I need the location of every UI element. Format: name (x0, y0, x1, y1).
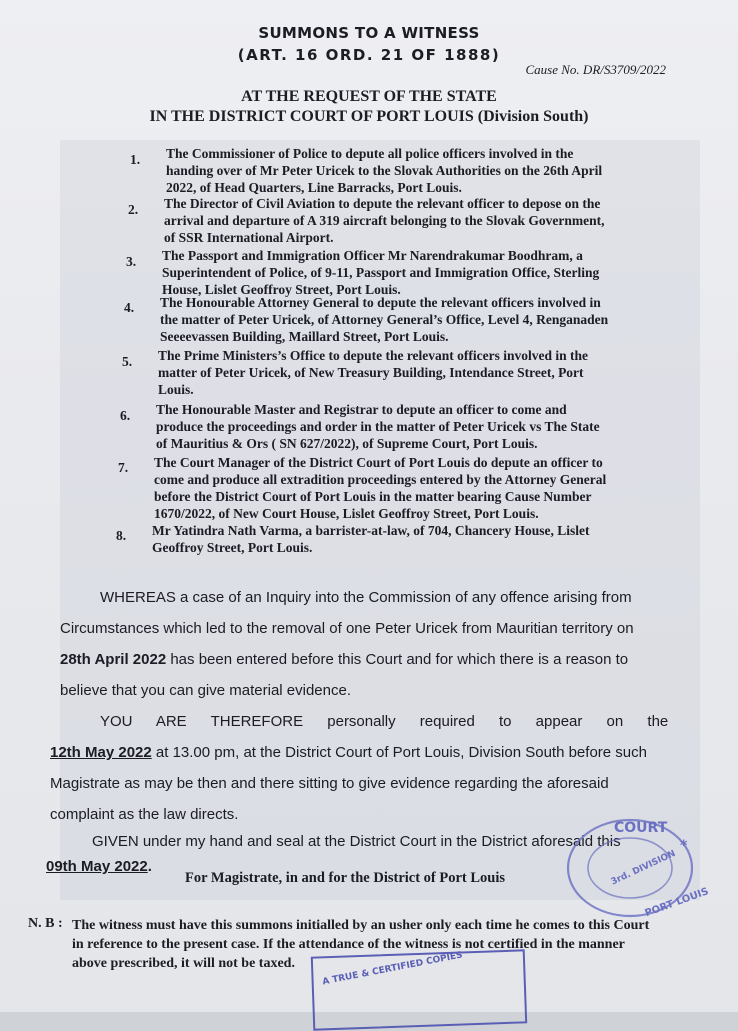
certified-copy-stamp: A TRUE & CERTIFIED COPIES (311, 949, 527, 1030)
witness-item: The Director of Civil Aviation to depute the relevant officer to depose on the arrival and departure of A 319 aircraft belonging to the Slovak Government, of SSR International Airport. (164, 196, 605, 245)
witness-number: 5. (122, 354, 133, 369)
svg-text:PORT LOUIS: PORT LOUIS (643, 886, 711, 920)
witness-number: 4. (124, 300, 135, 315)
request-heading: AT THE REQUEST OF THE STATE (241, 88, 497, 105)
witness-number: 8. (116, 528, 127, 543)
witness-number: 3. (126, 254, 137, 269)
witness-item: The Commissioner of Police to depute all police officers involved in the handing over of Mr Peter Uricek to the Slovak Authorities on the 26th April 2022, of Head Quarters, Line Barracks, Port Louis. (166, 146, 603, 195)
svg-text:*: * (680, 838, 688, 854)
given-paragraph: GIVEN under my hand and seal at the District Court in the District aforesaid this 09th May 2022. (46, 833, 621, 875)
witness-number: 6. (120, 408, 131, 423)
given-date: 09th May 2022 (46, 858, 148, 875)
nb-note: The witness must have this summons initialled by an usher only each time he comes to this Court in reference to the present case. If the attendance of the witness is not certified in the manner above prescribed, it will not be taxed. (72, 918, 650, 971)
witness-item: The Court Manager of the District Court of Port Louis do depute an officer to come and produce all extradition proceedings entered by the Attorney General before the District Court of Port Louis in the matter bearing Cause Number 1670/2022, of New Court House, Lislet Geoffroy Street, Port Louis. (154, 455, 607, 521)
incident-date: 28th April 2022 (60, 651, 167, 668)
court-heading: IN THE DISTRICT COURT OF PORT LOUIS (Division South) (149, 108, 589, 125)
witness-item: The Passport and Immigration Officer Mr Narendrakumar Boodhram, a Superintendent of Police, of 9-11, Passport and Immigration Office, Sterling House, Lislet Geoffroy Street, Port Louis. (162, 248, 600, 297)
magistrate-signature-line: For Magistrate, in and for the District of Port Louis (185, 870, 506, 886)
svg-text:COURT: COURT (614, 820, 668, 836)
witness-number: 2. (128, 202, 139, 217)
document-subtitle: (ART. 16 ORD. 21 OF 1888) (237, 46, 501, 64)
nb-label: N. B : (28, 916, 63, 931)
witness-number: 7. (118, 460, 129, 475)
witness-item: The Honourable Master and Registrar to depute an officer to come and produce the proceedings and order in the matter of Peter Uricek vs The State of Mauritius & Ors ( SN 627/2022), of Supreme Court, Port Louis. (156, 402, 600, 451)
witness-item: The Honourable Attorney General to depute the relevant officers involved in the matter of Peter Uricek, of Attorney General’s Office, Level 4, Renganaden Seeeevassen Building, Maillard Street, Port Louis. (160, 295, 609, 344)
witness-item: Mr Yatindra Nath Varma, a barrister-at-law, of 704, Chancery House, Lislet Geoffroy Street, Port Louis. (152, 523, 590, 555)
svg-text:3rd. DIVISION: 3rd. DIVISION (609, 848, 678, 888)
cause-number: Cause No. DR/S3709/2022 (525, 62, 666, 77)
appearance-paragraph: YOU ARE THEREFORE personally required to appear on the 12th May 2022 at 13.00 pm, at the District Court of Port Louis, Division South before such Magistrate as may be then and there sitting to give evidence regarding the aforesaid complaint as the law directs. (50, 713, 669, 823)
court-seal-stamp (548, 808, 711, 920)
whereas-paragraph: WHEREAS a case of an Inquiry into the Commission of any offence arising from Circumstances which led to the removal of one Peter Uricek from Mauritian territory on 28th April 2022 has been entered before this Court and for which there is a reason to believe that you can give material evidence. (60, 589, 634, 699)
witness-number: 1. (130, 152, 141, 167)
appearance-date: 12th May 2022 (50, 744, 152, 761)
document-title: SUMMONS TO A WITNESS (258, 24, 480, 42)
witness-item: The Prime Ministers’s Office to depute the relevant officers involved in the matter of Peter Uricek, of New Treasury Building, Intendance Street, Port Louis. (158, 348, 589, 397)
